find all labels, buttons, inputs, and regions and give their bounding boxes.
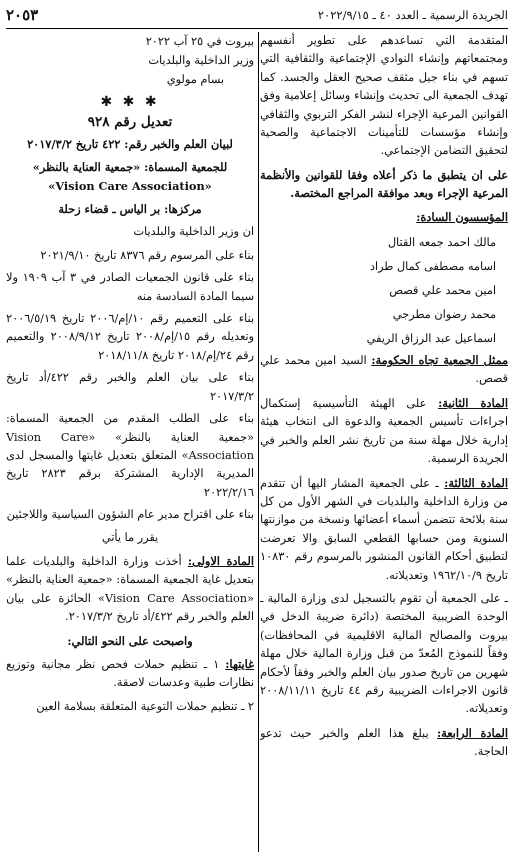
article-2-label: المادة الثانية:: [438, 395, 508, 410]
article-3: [260, 474, 508, 585]
headquarters-line: مركزها: بر الياس ـ قضاء زحلة: [58, 202, 202, 217]
founder-name: مالك احمد جمعه القتال: [387, 236, 496, 250]
compliance-paragraph: على ان يتطبق ما ذكر أعلاه وفقا للقوانين والأنظمة المرعية الإجراء وبعد موافقة المراجع المختصة.: [260, 167, 508, 201]
association-name-english: «Vision Care Association»: [48, 178, 212, 193]
right-column: [260, 32, 508, 852]
goal-1: [6, 655, 254, 693]
page-header: [6, 2, 508, 29]
article-2-text: على الهيئة التأسيسية إستكمال اجراءات تأسيس الجمعية والدعوة الى انتخاب هيئة إدارية خلال مهلة سنة من تاريخ نشر العلم والخبر في الجريدة الرسمية.: [260, 396, 508, 466]
page-number: ٢٠٥٣: [6, 6, 39, 24]
article-3-text: ـ على الجمعية المشار اليها أن تتقدم من وزارة الداخلية والبلديات في الشهر الأول من كل سنة بلائحة تتضمن أسماء أعضائها ونسخة من موازنتها السنوية ومن حسابها القطعي السابق والا تعرضت لتطبيق أحكام القانون المنشور بالمرسوم رقم ١٠٨٣٠ تاريخ ١٩٦٢/١٠/٩ وتعديلاته.: [260, 476, 508, 582]
reference-line: لبيان العلم والخبر رقم: ٤٢٢ تاريخ ٢٠١٧/٣/٢: [27, 136, 233, 151]
government-representative: [260, 351, 508, 389]
goals-label: غايتها:: [225, 656, 254, 671]
became-line: واصبحت على النحو التالي:: [67, 633, 193, 648]
article-2: [260, 394, 508, 469]
founders-title: المؤسسون السادة:: [416, 209, 508, 224]
tax-registration-paragraph: ـ على الجمعية أن تقوم بالتسجيل لدى وزارة المالية ـ الوحدة الضريبية المختصة (دائرة ضريبة الدخل في بيروت والمصالح المالية الاقليمية في المحافظات) وفقاً للنموذج المُعدّ من قبل وزارة المالية خلال مهلة شهرين من تاريخ صدور بيان العلم والخبر وفقاً لأحكام قانون الاجراءات الضريبية رقم ٤٤ تاريخ ٢٠٠٨/١١/١١ وتعديلاته.: [260, 591, 508, 716]
article-4-text: يبلغ هذا العلم والخبر حيث تدعو الحاجة.: [260, 726, 508, 759]
legal-basis-item: بناء على المرسوم رقم ٨٣٧٦ تاريخ ٢٠٢١/٩/١٠: [40, 248, 254, 262]
article-1: [6, 552, 254, 627]
intro-paragraph: المتقدمة التي تساعدهم على تطوير أنفسهم ومجتمعاتهم وإنشاء النوادي الإجتماعية والثقافية التي تسهم في بناء جيل مثقف صحيح العقل والجسد. كما تهدف الجمعية الى تحديث وإنشاء وسائل إعلامية وفق القوانين المرعية الإجراء لنشر الفكر التربوي والثقافي وإنشاء مؤسسات للتأمينات الاجتماعية والصحية لتحقيق التضامن الإجتماعي.: [260, 34, 508, 158]
section-separator: ✱ ✱ ✱: [100, 94, 160, 110]
legal-basis-item: بناء على بيان العلم والخبر رقم ٤٢٢/أد تاريخ ٢٠١٧/٣/٢: [6, 371, 254, 403]
signature-title: وزير الداخلية والبلديات: [148, 54, 254, 67]
signature-name: بسام مولوي: [166, 73, 224, 86]
association-name: للجمعية المسماة: «جمعية العناية بالنظر»: [32, 160, 228, 175]
article-4-label: المادة الرابعة:: [437, 725, 508, 740]
founder-name: اسماعيل عبد الرزاق الريفي: [366, 332, 496, 346]
signature-date: بيروت في ٢٥ آب ٢٠٢٢: [145, 35, 254, 48]
goal-1-text: ١ ـ تنظيم حملات فحص نظر مجانية وتوزيع نظارات طبية وعدسات لاصقة.: [6, 657, 254, 690]
amendment-title: تعديل رقم ٩٢٨: [87, 114, 173, 131]
rep-text: السيد امين محمد علي قصص.: [260, 354, 508, 386]
column-divider: [258, 32, 259, 852]
minister-line: ان وزير الداخلية والبلديات: [133, 225, 254, 239]
article-1-text: أخذت وزارة الداخلية والبلديات علما بتعديل غاية الجمعية المسماة: «جمعية العناية بالنظر» «Vision Care Association» الحائزة على بيان العلم والخبر رقم ٤٢٢/أد تاريخ ٢٠١٧/٣/٢.: [6, 554, 254, 624]
founder-name: امين محمد علي قصص: [389, 284, 496, 298]
legal-basis-item: بناء على الطلب المقدم من الجمعية المسماة: «جمعية العناية بالنظر» «Vision Care Association» المتعلق بتعديل غايتها والمسجل لدى المديرية الإدارية المشتركة برقم ٢٨٢٣ تاريخ ٢٠٢٢/٢/١٦: [6, 412, 254, 499]
decides-line: يقرر ما يأتي: [101, 530, 159, 544]
article-3-label: المادة الثالثة:: [444, 475, 508, 490]
left-column: [6, 32, 254, 852]
rep-label: ممثل الجمعية تجاه الحكومة:: [371, 353, 508, 368]
legal-basis-item: بناء على قانون الجمعيات الصادر في ٣ آب ١٩٠٩ ولا سيما المادة السادسة منه: [6, 271, 254, 303]
running-title: الجريدة الرسمية ـ العدد ٤٠ ـ ٢٠٢٢/٩/١٥: [317, 8, 508, 22]
article-1-label: المادة الاولى:: [187, 553, 254, 568]
legal-basis-item: بناء على التعميم رقم ١٠/إم/٢٠٠٦ تاريخ ٢٠٠٦/٥/١٩ وتعديله رقم ١٥/إم/٢٠٠٨ تاريخ ٢٠٠٨/٩/١٢ والتعميم رقم ٢٤/إم/٢٠١٨ تاريخ ٢٠١٨/١١/٨: [6, 312, 254, 362]
founders-list: [260, 231, 508, 351]
founder-name: محمد رضوان مطرجي: [392, 308, 496, 322]
goal-2: ٢ ـ تنظيم حملات التوعية المتعلقة بسلامة العين: [36, 699, 254, 713]
legal-basis-item: بناء على اقتراح مدير عام الشؤون السياسية واللاجئين: [6, 508, 254, 522]
founder-name: اسامه مصطفى كمال طراد: [369, 260, 496, 274]
article-4: [260, 724, 508, 762]
